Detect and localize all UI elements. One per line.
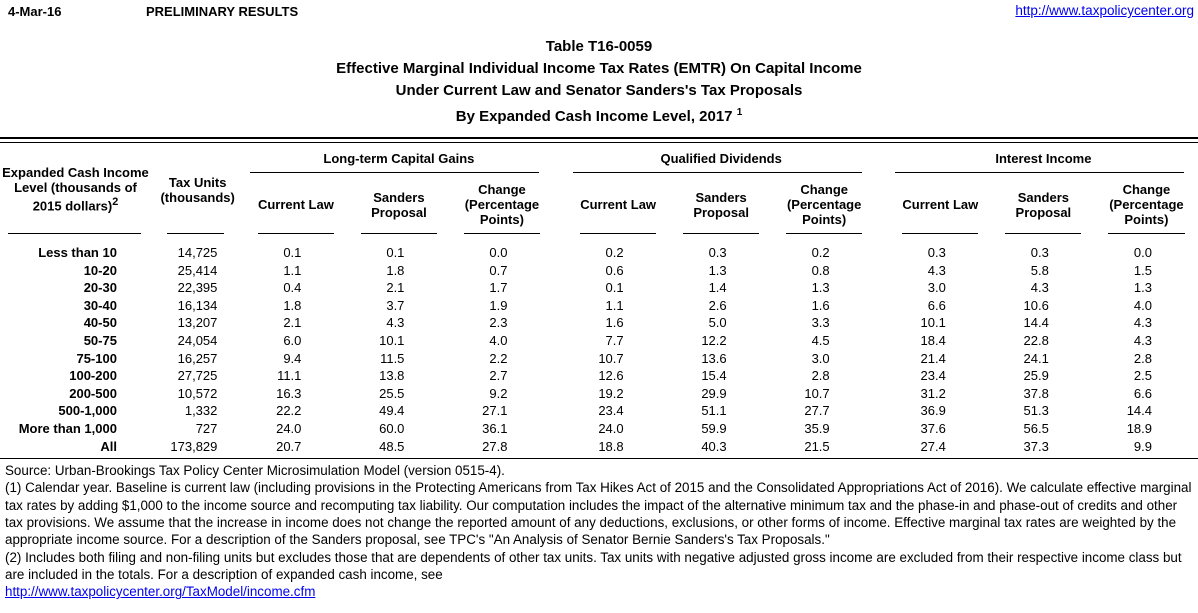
qd-current-law-cell: 0.2	[605, 245, 624, 260]
spacer	[553, 314, 566, 332]
ltcg-sanders-cell: 48.5	[379, 438, 405, 454]
spacer	[876, 332, 889, 350]
tax-units-cell: 1,332	[184, 403, 218, 419]
spacer	[553, 262, 566, 280]
table-row	[0, 438, 1198, 456]
spacer	[876, 297, 889, 315]
spacer	[876, 262, 889, 280]
ii-current-law-cell: 31.2	[920, 385, 946, 401]
tax-units-cell: 13,207	[177, 315, 218, 331]
spacer	[553, 385, 566, 403]
ii-current-law-cell: 6.6	[927, 297, 946, 313]
ii-sanders-cell: 51.3	[1023, 403, 1049, 419]
ltcg-sanders-cell: 0.1	[386, 245, 405, 260]
ii-sanders-cell: 5.8	[1030, 262, 1049, 278]
tax-units-cell: 22,395	[177, 280, 218, 296]
spacer	[553, 279, 566, 297]
ii-change-cell: 1.3	[1133, 280, 1152, 296]
footnotes	[0, 459, 1198, 600]
income-level-cell: 40-50	[83, 315, 117, 331]
footnote-2: (2) Includes both filing and non-filing units but excludes those that are dependents of other tax units. Tax units with negative adjusted gross income are excluded from their respective income class but are included in the totals. For a description of expanded cash income, see	[5, 549, 1182, 582]
ltcg-current-law-cell: 20.7	[276, 438, 302, 454]
preliminary-results-label: PRELIMINARY RESULTS	[146, 4, 299, 19]
tax-units-cell: 727	[195, 420, 218, 436]
table-row	[0, 279, 1198, 297]
ii-sanders-cell: 4.3	[1030, 280, 1049, 296]
ltcg-change-cell: 36.1	[482, 420, 508, 436]
ltcg-change-cell: 27.1	[482, 403, 508, 419]
ii-sanders-cell: 56.5	[1023, 420, 1049, 436]
income-level-cell: 200-500	[69, 385, 117, 401]
spacer	[876, 402, 889, 420]
qd-sanders-cell: 40.3	[701, 438, 727, 454]
qd-current-law-cell: 24.0	[598, 420, 624, 436]
qd-change-cell: 3.3	[811, 315, 830, 331]
ii-change-cell: 2.5	[1133, 368, 1152, 384]
ltcg-sanders-cell: 49.4	[379, 403, 405, 419]
table-row	[0, 402, 1198, 420]
ii-change-cell: 14.4	[1126, 403, 1152, 419]
table-body	[0, 236, 1198, 455]
ltcg-current-law-cell: 6.0	[283, 332, 302, 348]
taxpolicycenter-link[interactable]: http://www.taxpolicycenter.org	[1015, 3, 1194, 18]
ltcg-current-law-cell: 2.1	[283, 315, 302, 331]
income-level-cell: 10-20	[83, 262, 117, 278]
ii-sanders-proposal-header: Sanders Proposal	[992, 173, 1095, 236]
table-title-line2: Effective Marginal Individual Income Tax Rates (EMTR) On Capital Income	[336, 60, 862, 77]
qd-current-law-cell: 7.7	[605, 332, 624, 348]
ii-change-cell: 4.3	[1133, 332, 1152, 348]
tax-units-cell: 173,829	[170, 438, 218, 454]
tax-units-cell: 25,414	[177, 262, 218, 278]
ltcg-current-law-cell: 24.0	[276, 420, 302, 436]
ltcg-sanders-cell: 11.5	[380, 350, 405, 366]
qd-change-cell: 10.7	[804, 385, 830, 401]
tax-units-cell: 27,725	[177, 368, 218, 384]
ii-current-law-cell: 10.1	[920, 315, 946, 331]
qd-current-law-cell: 19.2	[598, 385, 624, 401]
tax-units-cell: 14,725	[177, 245, 218, 260]
table-row	[0, 385, 1198, 403]
qd-current-law-header: Current Law	[567, 173, 670, 236]
table-title-line4	[0, 102, 1198, 128]
qd-sanders-cell: 13.6	[701, 350, 727, 366]
ltcg-change-cell: 2.3	[489, 315, 508, 331]
ltcg-current-law-cell: 11.1	[277, 368, 302, 384]
spacer	[553, 420, 566, 438]
ltcg-sanders-cell: 4.3	[386, 315, 405, 331]
qd-change-cell: 35.9	[804, 420, 830, 436]
qd-sanders-cell: 2.6	[708, 297, 727, 313]
qd-sanders-cell: 0.3	[708, 245, 727, 260]
ltcg-sanders-cell: 60.0	[379, 420, 405, 436]
income-header-footnote-marker: 2	[112, 196, 119, 209]
income-level-cell: 500-1,000	[58, 403, 117, 419]
ltcg-change-cell: 1.7	[489, 280, 508, 296]
table-row	[0, 420, 1198, 438]
qd-sanders-cell: 59.9	[701, 420, 727, 436]
ltcg-current-law-cell: 22.2	[276, 403, 302, 419]
ltcg-current-law-cell: 9.4	[283, 350, 302, 366]
qd-change-cell: 21.5	[804, 438, 830, 454]
ltcg-current-law-cell: 1.8	[283, 297, 302, 313]
ltcg-sanders-cell: 13.8	[379, 368, 405, 384]
qd-change-cell: 0.8	[811, 262, 830, 278]
qd-sanders-proposal-header: Sanders Proposal	[670, 173, 773, 236]
spacer	[876, 350, 889, 368]
ii-change-cell: 18.9	[1126, 420, 1152, 436]
income-level-cell: 100-200	[69, 368, 117, 384]
ltcg-change-cell: 0.7	[489, 262, 508, 278]
ii-change-cell: 6.6	[1133, 385, 1152, 401]
income-level-cell: 75-100	[76, 350, 117, 366]
ii-change-cell: 9.9	[1133, 438, 1152, 454]
spacer	[876, 236, 889, 262]
group-header-qualified-dividends: Qualified Dividends	[567, 143, 876, 173]
ltcg-current-law-cell: 1.1	[283, 262, 302, 278]
spacer	[876, 438, 889, 456]
title-footnote-marker: 1	[736, 107, 743, 118]
ltcg-change-cell: 4.0	[489, 332, 508, 348]
ii-sanders-cell: 0.3	[1030, 245, 1049, 260]
ltcg-sanders-cell: 1.8	[386, 262, 405, 278]
income-level-cell: All	[100, 438, 117, 454]
qd-change-cell: 27.7	[804, 403, 830, 419]
spacer	[553, 236, 566, 262]
qd-sanders-cell: 29.9	[701, 385, 727, 401]
spacer	[553, 367, 566, 385]
income-level-cell: 50-75	[83, 332, 117, 348]
income-level-cell: 20-30	[83, 280, 117, 296]
table-row	[0, 350, 1198, 368]
spacer	[553, 350, 566, 368]
source-note: Source: Urban-Brookings Tax Policy Center Microsimulation Model (version 0515-4).	[5, 463, 505, 479]
spacer	[876, 385, 889, 403]
qd-change-cell: 1.3	[811, 280, 830, 296]
qd-current-law-cell: 18.8	[598, 438, 624, 454]
income-level-cell: Less than 10	[38, 245, 117, 260]
ii-change-cell: 4.0	[1133, 297, 1152, 313]
spacer	[876, 420, 889, 438]
ii-current-law-cell: 21.4	[920, 350, 946, 366]
ii-sanders-cell: 10.6	[1023, 297, 1049, 313]
ii-current-law-cell: 4.3	[927, 262, 946, 278]
ii-current-law-cell: 37.6	[920, 420, 946, 436]
ltcg-current-law-cell: 16.3	[276, 385, 302, 401]
group-header-row	[0, 143, 1198, 173]
tax-units-cell: 10,572	[177, 385, 218, 401]
tax-units-cell: 16,257	[177, 350, 218, 366]
qd-current-law-cell: 1.1	[605, 297, 624, 313]
table-title-line4-text: By Expanded Cash Income Level, 2017	[455, 108, 733, 125]
table-title-line3: Under Current Law and Senator Sanders's Tax Proposals	[395, 82, 803, 99]
qd-current-law-cell: 1.6	[605, 315, 624, 331]
qd-sanders-cell: 1.3	[708, 262, 727, 278]
spacer	[553, 143, 566, 236]
qd-sanders-cell: 5.0	[708, 315, 727, 331]
income-level-cell: More than 1,000	[18, 420, 117, 436]
income-level-header	[0, 143, 151, 236]
qd-change-cell: 3.0	[811, 350, 830, 366]
ii-sanders-cell: 14.4	[1023, 315, 1049, 331]
tax-units-header: Tax Units (thousands)	[151, 143, 244, 236]
table-title-block	[0, 36, 1198, 128]
spacer	[876, 143, 889, 236]
qd-current-law-cell: 23.4	[598, 403, 624, 419]
ii-change-cell: 0.0	[1133, 245, 1152, 260]
ltcg-sanders-cell: 10.1	[379, 332, 405, 348]
table-row	[0, 297, 1198, 315]
qd-current-law-cell: 0.1	[605, 280, 624, 296]
table-row	[0, 314, 1198, 332]
ltcg-change-cell: 9.2	[489, 385, 508, 401]
qd-current-law-cell: 12.6	[598, 368, 624, 384]
income-level-cell: 30-40	[83, 297, 117, 313]
ii-sanders-cell: 37.8	[1023, 385, 1049, 401]
qd-change-cell: 4.5	[811, 332, 830, 348]
income-definition-link[interactable]: http://www.taxpolicycenter.org/TaxModel/income.cfm	[5, 584, 316, 600]
ii-change-cell: 2.8	[1133, 350, 1152, 366]
ltcg-sanders-cell: 3.7	[386, 297, 405, 313]
ii-current-law-cell: 0.3	[927, 245, 946, 260]
tax-units-cell: 16,134	[177, 297, 218, 313]
income-level-header-text: Expanded Cash Income Level (thousands of 2015 dollars)	[2, 165, 149, 214]
ii-current-law-cell: 36.9	[920, 403, 946, 419]
qd-current-law-cell: 0.6	[605, 262, 624, 278]
table-number: Table T16-0059	[545, 38, 653, 55]
table-row	[0, 332, 1198, 350]
table-row	[0, 367, 1198, 385]
ii-change-cell: 4.3	[1133, 315, 1152, 331]
qd-sanders-cell: 51.1	[701, 403, 727, 419]
date-label: 4-Mar-16	[8, 4, 62, 19]
ltcg-change-cell: 27.8	[482, 438, 508, 454]
group-header-interest-income: Interest Income	[889, 143, 1198, 173]
table-row	[0, 236, 1198, 262]
ii-change-header: Change (Percentage Points)	[1095, 173, 1198, 236]
ii-sanders-cell: 25.9	[1023, 368, 1049, 384]
ltcg-current-law-cell: 0.4	[283, 280, 302, 296]
spacer	[553, 297, 566, 315]
ii-sanders-cell: 24.1	[1023, 350, 1049, 366]
ii-sanders-cell: 37.3	[1023, 438, 1049, 454]
tax-units-cell: 24,054	[177, 332, 218, 348]
ii-current-law-cell: 3.0	[927, 280, 946, 296]
footnote-1: (1) Calendar year. Baseline is current law (including provisions in the Protecting Americans from Tax Hikes Act of 2015 and the Consolidated Appropriations Act of 2016). We calculate effective marginal tax rates by adding $1,000 to the income source and recomputing tax liability. Our computation includes the impact of the alternative minimum tax and the phase-in and phase-out of credits and other tax provisions. We assume that the increase in income does not change the reported amount of any deductions, exclusions, or other forms of income. Effective marginal tax rates are weighted by the appropriate income source. For a description of the Sanders proposal, see TPC's "An Analysis of Senator Bernie Sanders's Tax Proposals."	[5, 480, 1192, 548]
qd-current-law-cell: 10.7	[598, 350, 624, 366]
spacer	[553, 438, 566, 456]
ltcg-change-cell: 2.7	[489, 368, 508, 384]
ii-current-law-cell: 18.4	[920, 332, 946, 348]
spacer	[553, 332, 566, 350]
ltcg-sanders-cell: 25.5	[379, 385, 405, 401]
ii-current-law-cell: 27.4	[920, 438, 946, 454]
ii-current-law-header: Current Law	[889, 173, 992, 236]
ltcg-change-header: Change (Percentage Points)	[450, 173, 553, 236]
spacer	[553, 402, 566, 420]
spacer	[876, 367, 889, 385]
ltcg-change-cell: 1.9	[489, 297, 508, 313]
qd-change-header: Change (Percentage Points)	[773, 173, 876, 236]
qd-sanders-cell: 1.4	[708, 280, 727, 296]
ii-sanders-cell: 22.8	[1023, 332, 1049, 348]
ltcg-current-law-cell: 0.1	[283, 245, 302, 260]
ltcg-change-cell: 2.2	[489, 350, 508, 366]
ltcg-sanders-proposal-header: Sanders Proposal	[347, 173, 450, 236]
ii-change-cell: 1.5	[1133, 262, 1152, 278]
qd-sanders-cell: 15.4	[701, 368, 727, 384]
spacer	[876, 314, 889, 332]
spacer	[876, 279, 889, 297]
qd-change-cell: 1.6	[811, 297, 830, 313]
qd-change-cell: 2.8	[811, 368, 830, 384]
ltcg-sanders-cell: 2.1	[386, 280, 405, 296]
ltcg-change-cell: 0.0	[489, 245, 508, 260]
top-bar	[0, 0, 1198, 24]
emtr-table	[0, 143, 1198, 455]
ltcg-current-law-header: Current Law	[244, 173, 347, 236]
ii-current-law-cell: 23.4	[920, 368, 946, 384]
qd-sanders-cell: 12.2	[701, 332, 727, 348]
table-row	[0, 262, 1198, 280]
group-header-long-term-capital-gains: Long-term Capital Gains	[244, 143, 553, 173]
qd-change-cell: 0.2	[811, 245, 830, 260]
